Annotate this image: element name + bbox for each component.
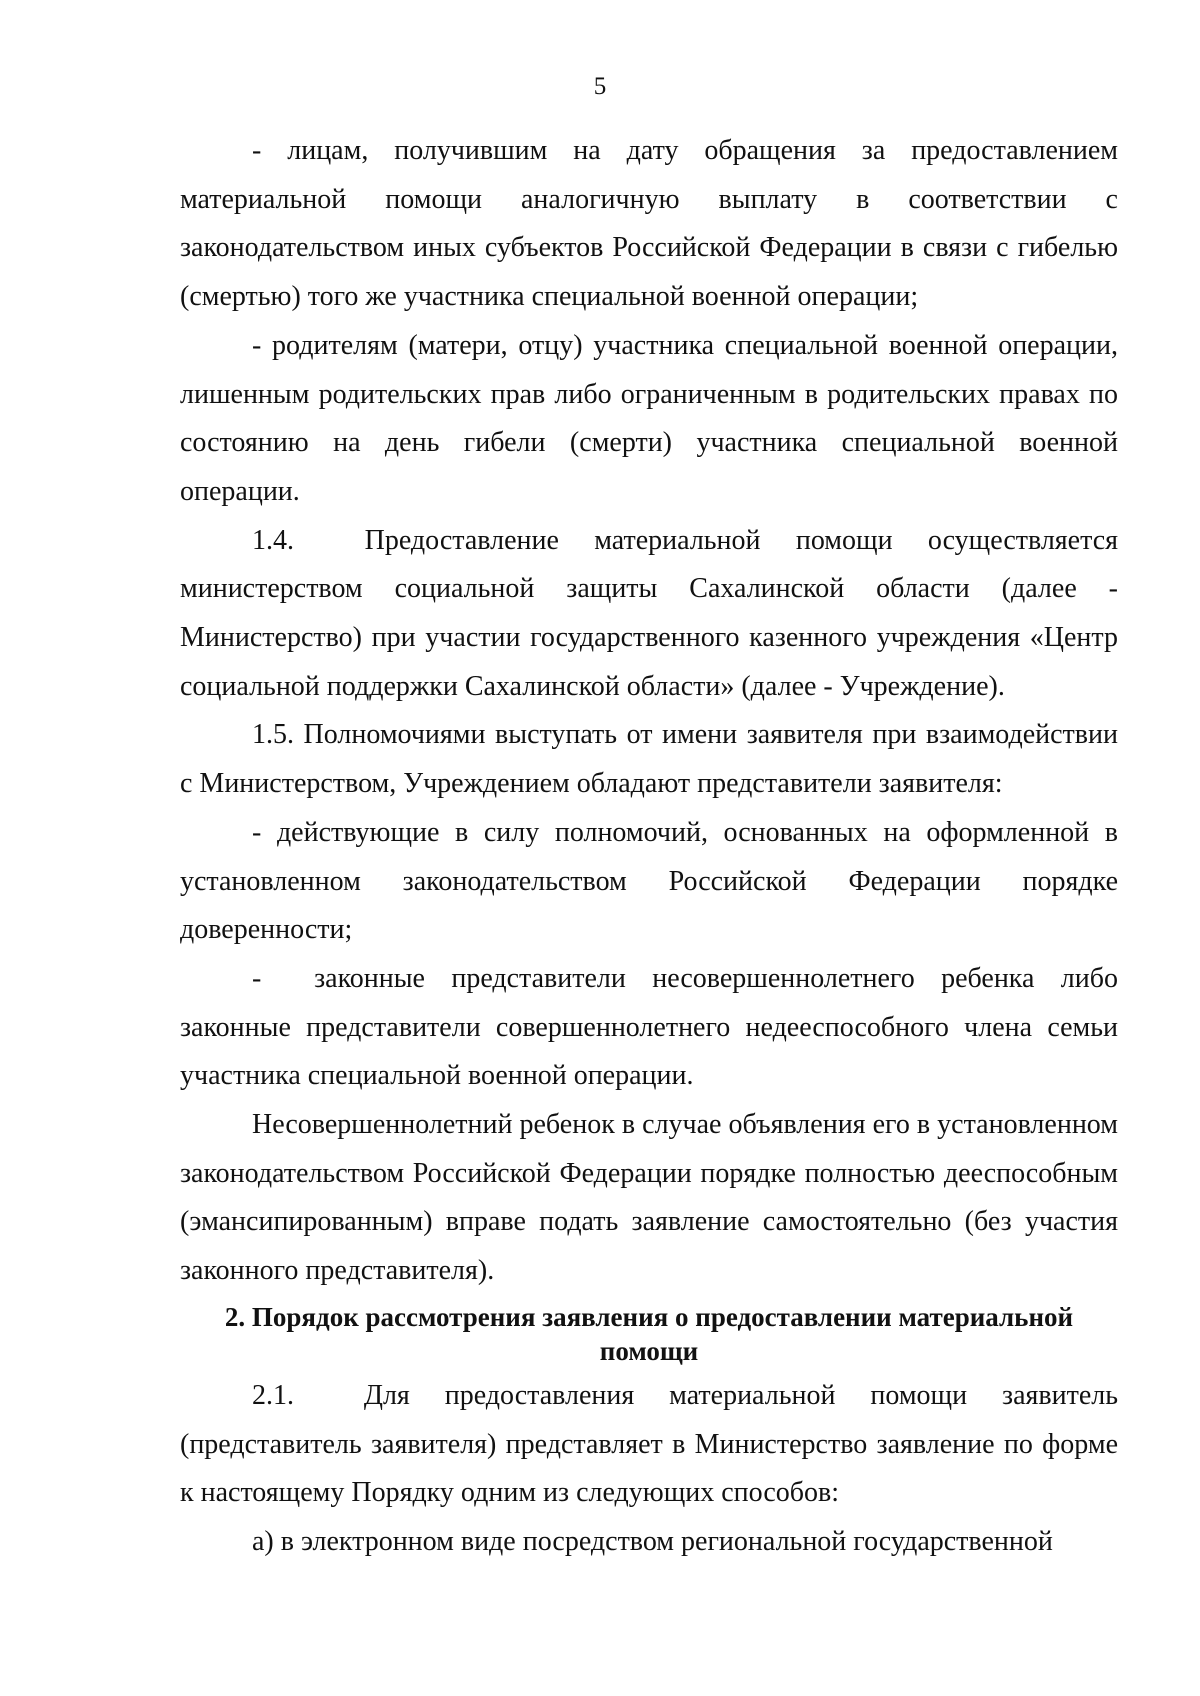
paragraph-2-1-a: а) в электронном виде посредством региональной государственной xyxy=(252,1525,1053,1557)
paragraph-emancipated-minor: Несовершеннолетний ребенок в случае объявления его в установленном законодательством Российской Федерации порядке полностью дееспособным (эмансипированным) вправе подать заявление самостоятельно (без участия законного представителя). xyxy=(180,1109,1125,1287)
paragraph-persons-received-payment: - лицам, получившим на дату обращения за предоставлением материальной помощи аналогичную выплату в соответствии с законодательством иных субъектов Российской Федерации в связи с гибелью (смертью) того же участника специальной военной операции; xyxy=(180,135,1125,313)
paragraph-1-4: 1.4. Предоставление материальной помощи осуществляется министерством социальной защиты Сахалинской области (далее - Министерство) при участии государственного казенного учреждения «Центр социальной поддержки Сахалинской области» (далее - Учреждение). xyxy=(180,524,1125,702)
paragraph-1-5: 1.5. Полномочиями выступать от имени заявителя при взаимодействии с Министерством, Учреждением обладают представители заявителя: xyxy=(180,719,1125,800)
document-body xyxy=(180,127,1125,1567)
section-2-heading: 2. Порядок рассмотрения заявления о предоставлении материальной помощи xyxy=(224,1301,1074,1366)
paragraph-legal-representatives: - законные представители несовершеннолетнего ребенка либо законные представители совершеннолетнего недееспособного члена семьи участника специальной военной операции. xyxy=(180,962,1125,1092)
page-number: 5 xyxy=(593,73,607,100)
paragraph-2-1: 2.1. Для предоставления материальной помощи заявитель (представитель заявителя) представляет в Министерство заявление по форме к настоящему Порядку одним из следующих способов: xyxy=(180,1379,1125,1509)
paragraph-power-of-attorney: - действующие в силу полномочий, основанных на оформленной в установленном законодательством Российской Федерации порядке доверенности; xyxy=(180,816,1125,946)
paragraph-parents-deprived-rights: - родителям (матери, отцу) участника специальной военной операции, лишенным родительских прав либо ограниченным в родительских правах по состоянию на день гибели (смерти) участника специальной военной операции. xyxy=(180,329,1125,507)
